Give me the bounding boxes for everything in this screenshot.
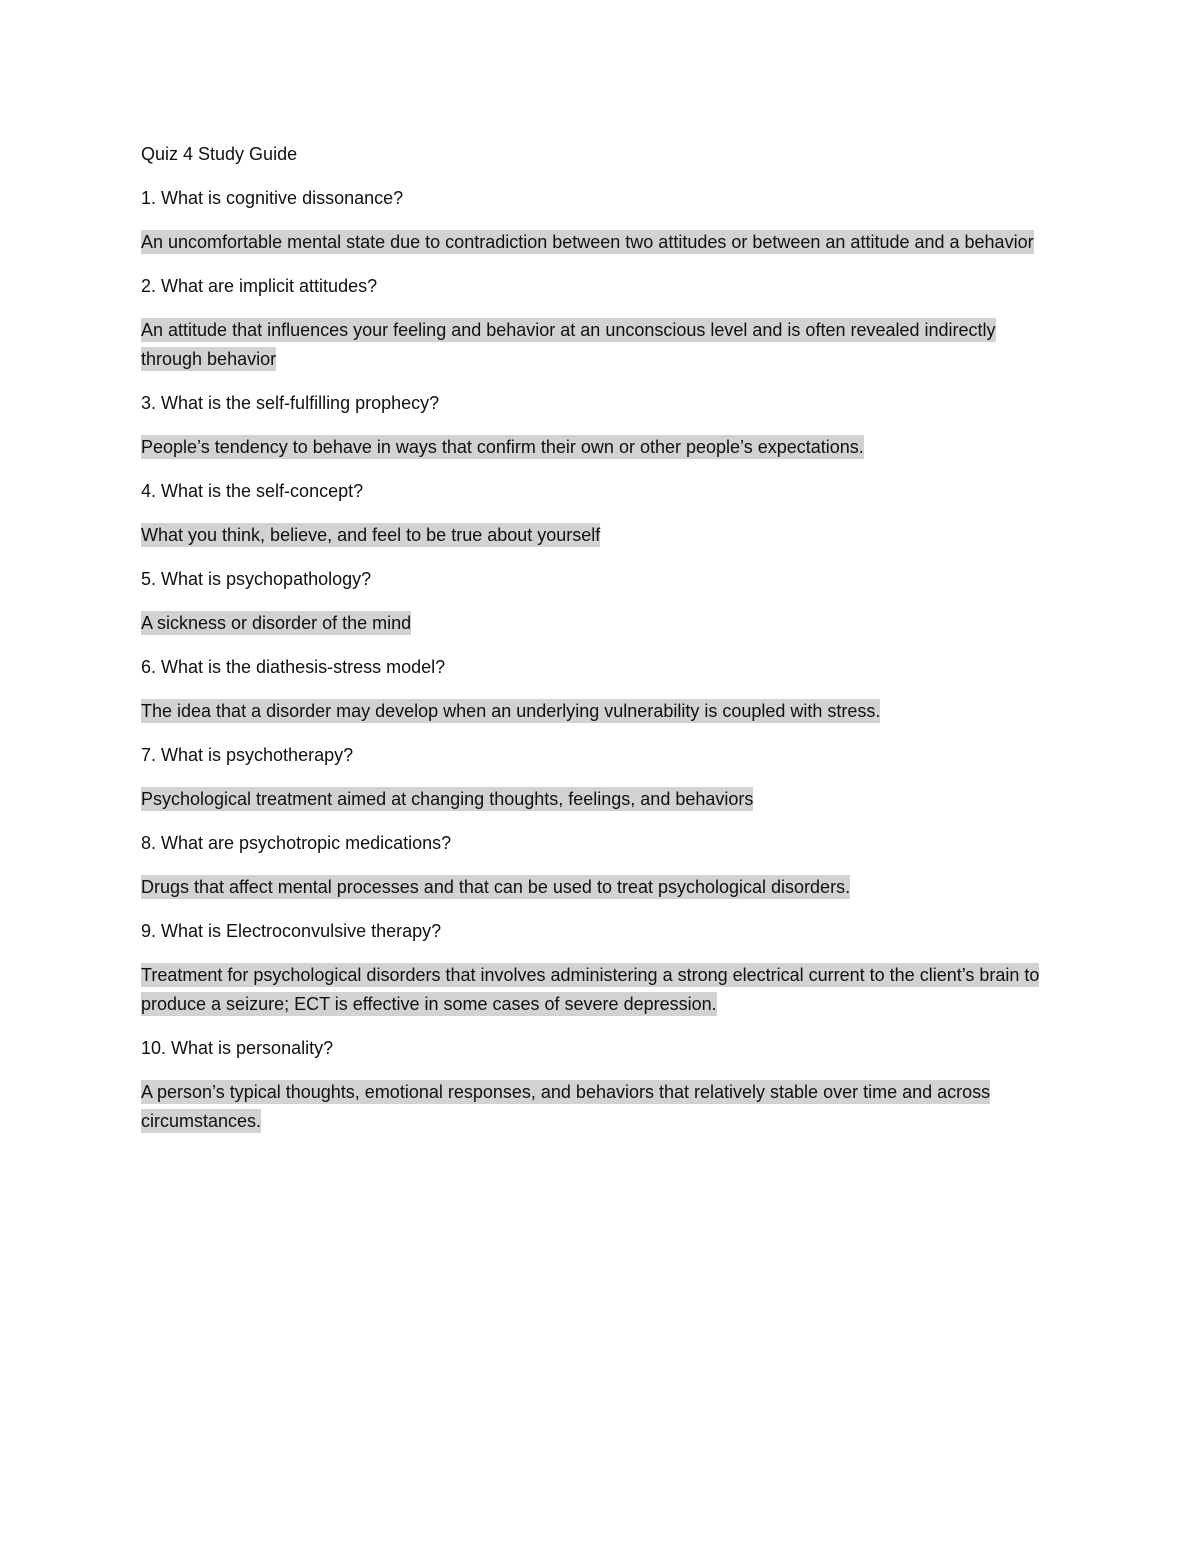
document-title: Quiz 4 Study Guide — [141, 144, 298, 164]
answer-8 — [141, 873, 1061, 902]
answer-7 — [141, 785, 1061, 814]
answer-10 — [141, 1078, 1061, 1136]
answer-9-highlight: Treatment for psychological disorders that involves administering a strong electrical current to the client’s brain to produce a seizure; ECT is effective in some cases of severe depression. — [141, 965, 1040, 1014]
answer-4 — [141, 521, 1061, 550]
answer-2-highlight: An attitude that influences your feeling and behavior at an unconscious level and is often revealed indirectly through behavior — [141, 320, 996, 369]
answer-4-highlight: What you think, believe, and feel to be true about yourself — [141, 525, 601, 545]
question-2: 2. What are implicit attitudes? — [141, 276, 378, 296]
question-5: 5. What is psychopathology? — [141, 569, 372, 589]
answer-1 — [141, 228, 1061, 257]
answer-10-highlight: A person’s typical thoughts, emotional responses, and behaviors that relatively stable over time and across circumstances. — [141, 1082, 991, 1131]
question-1: 1. What is cognitive dissonance? — [141, 188, 404, 208]
question-10: 10. What is personality? — [141, 1038, 334, 1058]
answer-6-highlight: The idea that a disorder may develop when an underlying vulnerability is coupled with stress. — [141, 701, 881, 721]
answer-3-highlight: People’s tendency to behave in ways that confirm their own or other people’s expectations. — [141, 437, 864, 457]
question-8: 8. What are psychotropic medications? — [141, 833, 452, 853]
answer-1-highlight: An uncomfortable mental state due to contradiction between two attitudes or between an attitude and a behavior — [141, 232, 1034, 252]
answer-5 — [141, 609, 1061, 638]
question-9: 9. What is Electroconvulsive therapy? — [141, 921, 442, 941]
question-3: 3. What is the self-fulfilling prophecy? — [141, 393, 440, 413]
question-6: 6. What is the diathesis-stress model? — [141, 657, 446, 677]
answer-5-highlight: A sickness or disorder of the mind — [141, 613, 412, 633]
answer-6 — [141, 697, 1061, 726]
question-4: 4. What is the self-concept? — [141, 481, 364, 501]
answer-7-highlight: Psychological treatment aimed at changing thoughts, feelings, and behaviors — [141, 789, 754, 809]
answer-8-highlight: Drugs that affect mental processes and that can be used to treat psychological disorders. — [141, 877, 851, 897]
answer-2 — [141, 316, 1061, 374]
answer-3 — [141, 433, 1061, 462]
question-7: 7. What is psychotherapy? — [141, 745, 354, 765]
answer-9 — [141, 961, 1061, 1019]
document-body — [141, 140, 1061, 1151]
